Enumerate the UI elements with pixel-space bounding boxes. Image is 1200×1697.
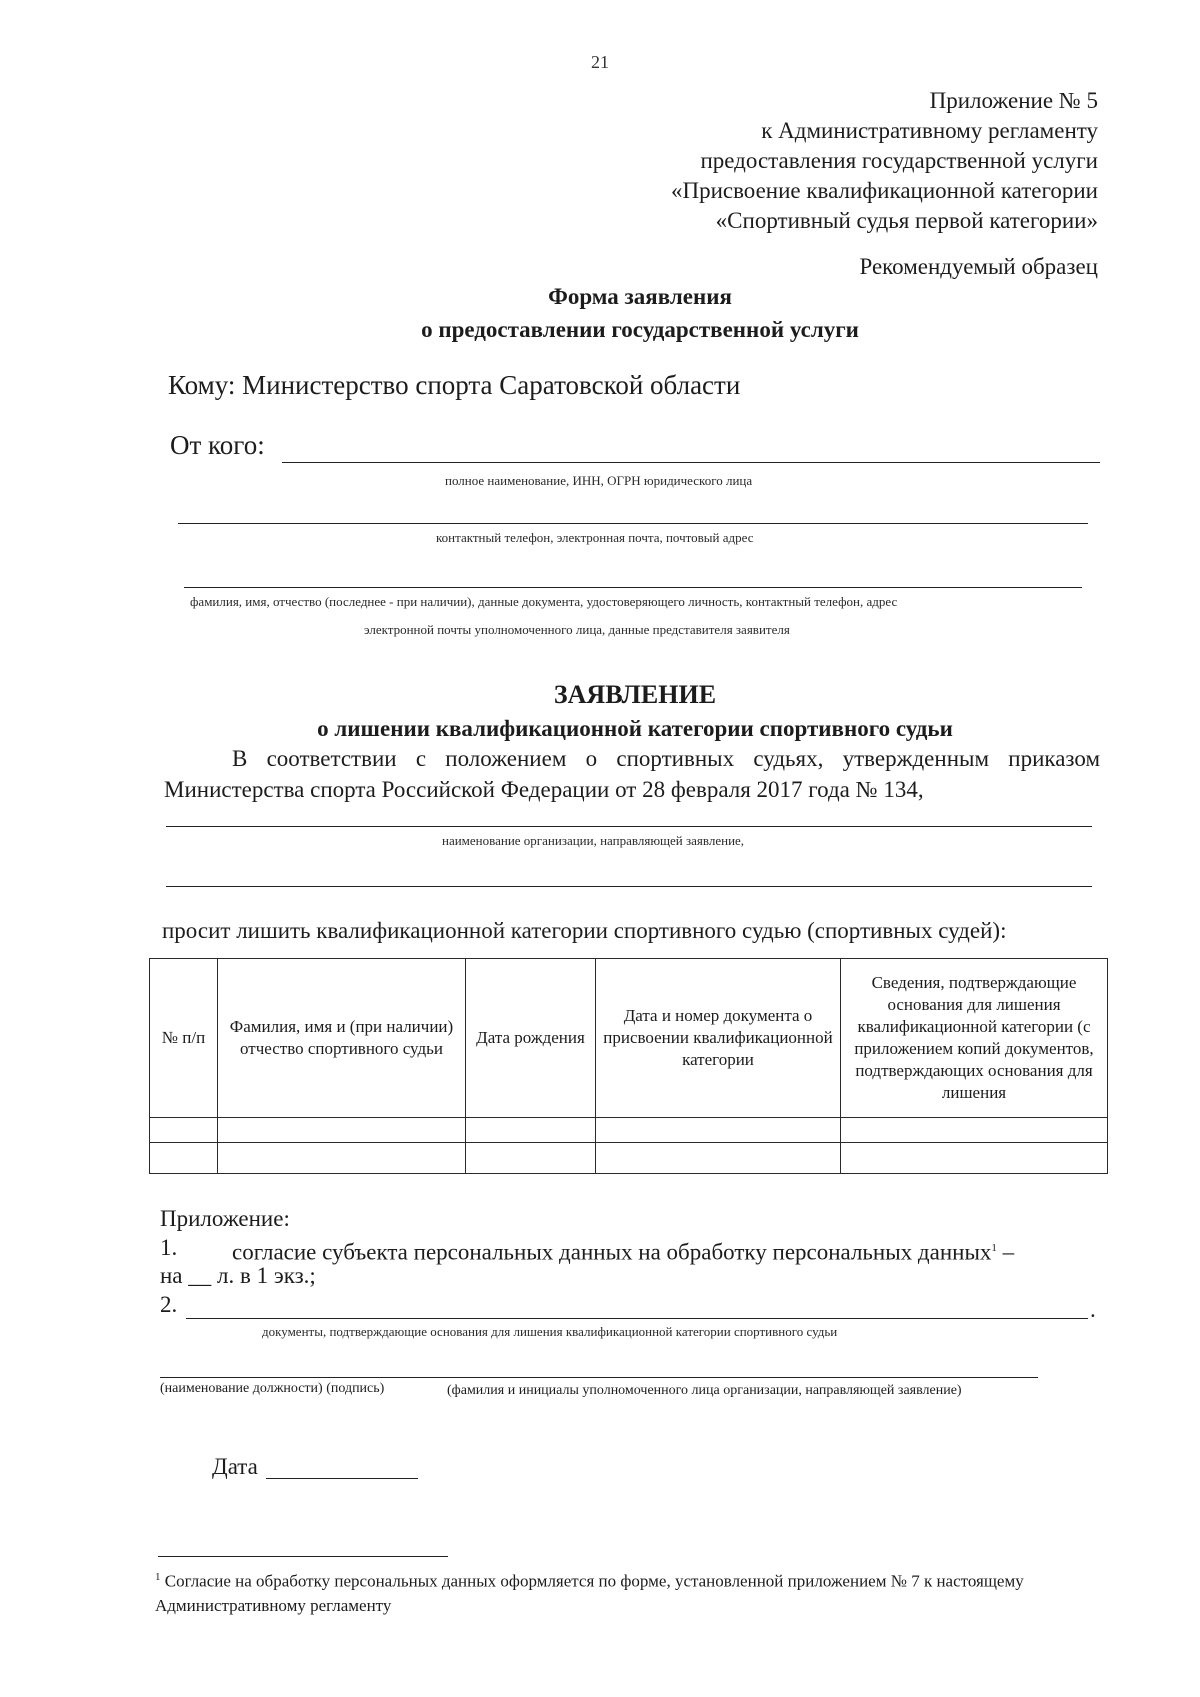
attachment-2-caption: документы, подтверждающие основания для лишения квалификационной категории спортивного судьи xyxy=(262,1324,838,1339)
table-cell[interactable] xyxy=(841,1118,1108,1143)
statement-subtitle: о лишении квалификационной категории спортивного судьи xyxy=(317,716,953,741)
date-field[interactable] xyxy=(266,1478,418,1479)
table-cell[interactable] xyxy=(150,1118,218,1143)
attachment-2-period: . xyxy=(1090,1297,1096,1322)
contacts-caption: контактный телефон, электронная почта, почтовый адрес xyxy=(436,530,754,545)
representative-field[interactable] xyxy=(184,587,1082,588)
appendix-line: «Присвоение квалификационной категории xyxy=(670,178,1098,203)
table-cell[interactable] xyxy=(218,1118,466,1143)
header-number: № п/п xyxy=(150,959,218,1118)
applicant-name-field[interactable] xyxy=(282,462,1100,463)
appendix-line: к Административному регламенту xyxy=(761,118,1098,143)
table-cell[interactable] xyxy=(596,1118,841,1143)
contacts-field[interactable] xyxy=(178,523,1088,524)
footnote-reference: 1 xyxy=(991,1242,997,1254)
table-cell[interactable] xyxy=(596,1143,841,1174)
statement-paragraph-line2: Министерства спорта Российской Федерации от 28 февраля 2017 года № 134, xyxy=(164,777,924,802)
table-cell[interactable] xyxy=(218,1143,466,1174)
appendix-line: предоставления государственной услуги xyxy=(700,148,1098,173)
header-birth-date: Дата рождения xyxy=(466,959,596,1118)
appendix-header xyxy=(671,86,1098,236)
table-cell[interactable] xyxy=(150,1143,218,1174)
form-title-line1: Форма заявления xyxy=(548,284,732,309)
footnote-mark: 1 xyxy=(155,1571,161,1583)
attachment-1-number: 1. xyxy=(160,1235,178,1260)
request-text: просит лишить квалификационной категории спортивного судью (спортивных судей): xyxy=(162,918,1007,943)
attachment-2-field[interactable] xyxy=(186,1318,1088,1319)
attachment-1-description: согласие субъекта персональных данных на обработку персональных данных xyxy=(232,1239,992,1265)
table-header-row xyxy=(150,959,1108,1118)
header-full-name: Фамилия, имя и (при наличии) отчество спортивного судьи xyxy=(218,959,466,1118)
table-row xyxy=(150,1118,1108,1143)
appendix-line: Приложение № 5 xyxy=(929,88,1098,113)
page-number: 21 xyxy=(591,52,609,72)
organization-caption: наименование организации, направляющей заявление, xyxy=(442,833,745,848)
organization-field[interactable] xyxy=(166,826,1092,827)
table-row xyxy=(150,1143,1108,1174)
attachment-1-text xyxy=(232,1233,1014,1268)
attachment-2-number: 2. xyxy=(160,1292,178,1317)
statement-paragraph-line1: В соответствии с положением о спортивных судьях, утвержденным приказом xyxy=(232,746,1100,771)
addressee-line: Кому: Министерство спорта Саратовской области xyxy=(168,370,741,400)
attachment-1-continuation: на __ л. в 1 экз.; xyxy=(160,1263,316,1288)
footnote xyxy=(155,1565,1105,1618)
legal-entity-caption: полное наименование, ИНН, ОГРН юридического лица xyxy=(445,473,753,488)
position-signature-caption: (наименование должности) (подпись) xyxy=(160,1381,385,1396)
judges-table xyxy=(149,958,1108,1174)
date-label: Дата xyxy=(212,1454,258,1479)
representative-caption-1: фамилия, имя, отчество (последнее - при наличии), данные документа, удостоверяющего личность, контактный телефон, адрес xyxy=(190,594,898,609)
representative-caption-2: электронной почты уполномоченного лица, данные представителя заявителя xyxy=(364,622,790,637)
statement-title: ЗАЯВЛЕНИЕ xyxy=(553,680,717,709)
signature-field[interactable] xyxy=(160,1377,1038,1378)
authorized-person-caption: (фамилия и инициалы уполномоченного лица организации, направляющей заявление) xyxy=(447,1383,962,1398)
header-document: Дата и номер документа о присвоении квалификационной категории xyxy=(596,959,841,1118)
from-label: От кого: xyxy=(170,430,265,460)
footnote-text: Согласие на обработку персональных данных оформляется по форме, установленной приложением № 7 к настоящему Административному регламенту xyxy=(155,1571,1024,1615)
footnote-separator xyxy=(158,1556,448,1557)
form-title-line2: о предоставлении государственной услуги xyxy=(421,317,859,342)
table-cell[interactable] xyxy=(466,1143,596,1174)
table-cell[interactable] xyxy=(841,1143,1108,1174)
sample-label: Рекомендуемый образец xyxy=(859,254,1098,279)
header-grounds: Сведения, подтверждающие основания для лишения квалификационной категории (с приложением копий документов, подтверждающих основания для лишения xyxy=(841,959,1108,1118)
table-cell[interactable] xyxy=(466,1118,596,1143)
attachments-label: Приложение: xyxy=(160,1206,290,1231)
attachment-1-dash: – xyxy=(1002,1239,1015,1265)
organization-field-continued[interactable] xyxy=(166,886,1092,887)
appendix-line: «Спортивный судья первой категории» xyxy=(715,208,1098,233)
